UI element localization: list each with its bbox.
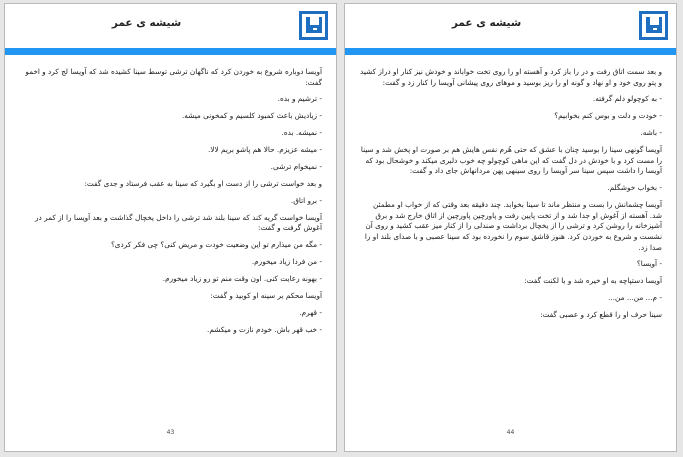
paragraph: - بخواب خوشگلم.: [607, 183, 662, 193]
paragraph: - به کوچولو دلم گرفته.: [592, 94, 662, 104]
header-accent-bar: [345, 48, 676, 55]
paragraph: - آویسا؟: [636, 259, 662, 269]
page-header: [5, 4, 336, 48]
paragraph: - بهونه رعایت کنی. اون وقت منم تو رو زیاد میخورم.: [162, 273, 322, 283]
paragraph: - قهرم.: [299, 307, 322, 317]
publisher-logo-icon: [299, 11, 328, 40]
paragraph: - برو اتاق.: [290, 195, 322, 205]
paragraph: سینا حرف او را قطع کرد و عصبی گفت:: [540, 310, 662, 320]
publisher-logo-icon: [639, 11, 668, 40]
paragraph: - باشه.: [640, 128, 662, 138]
page-number: 43: [166, 429, 175, 436]
paragraph: - ترشیم و بده.: [277, 94, 322, 104]
page-text: [19, 67, 322, 342]
page-text: [359, 67, 662, 327]
page-header: [345, 4, 676, 48]
paragraph: - خب قهر باش. خودم نازت و میکشم.: [207, 324, 322, 334]
paragraph: - میشه عزیزم. حالا هم پاشو بریم لالا.: [208, 145, 322, 155]
paragraph: آویسا دوباره شروع به خوردن کرد که ناگهان ترشی توسط سینا کشیده شد که آویسا لج کرد و اخمو گفت:: [25, 67, 322, 87]
paragraph: و بعد خواست ترشی را از دست او بگیرد که سینا به عقب فرستاد و جدی گفت:: [84, 178, 322, 188]
book-title: شیشه ی عمر: [451, 17, 522, 29]
paragraph: آویسا دستپاچه به او خیره شد و با لکنت گفت:: [524, 276, 662, 286]
paragraph: و بعد سمت اتاق رفت و در را باز کرد و آهسته او را روی تخت خواباند و خودش نیز کنار او دراز کشید و پتو روی خود و او نهاد و گونه او را ریز بوسید و موهای روی پیشانی آویسا را کنار زد و گفت:: [360, 67, 662, 87]
paragraph: - نمیخوام ترشی.: [270, 162, 322, 172]
paragraph: آویسا محکم بر سینه او کوبید و گفت:: [210, 290, 322, 300]
paragraph: - مگه من میذارم تو این وضعیت خودت و مریض کنی؟ چی فکر کردی؟: [110, 240, 322, 250]
paragraph: آویسا خواست گریه کند که سینا بلند شد ترشی را داخل یخچال گذاشت و بعد آویسا را از کمر در آغوش گرفت و گفت:: [35, 212, 322, 233]
page-44: [344, 3, 677, 452]
paragraph: آویسا گونهی سینا را بوسید چنان با عشق که حتی هُرم نفس هایش هم بر صورت او پخش شد و سینا را مست کرد و با خودش در دل گفت که این ماهی کوچولو چه خوب دلبری میکند و خوشحال بود که آویسا را داشت سپس سینا سر آویسا را روی سینهی پهن مردانهاش جای داد و گفت:: [360, 145, 662, 176]
paragraph: - من فردا زیاد میخورم.: [251, 257, 322, 267]
paragraph: - زیادیش باعث کمبود کلسیم و کمخونی میشه.: [181, 111, 322, 121]
book-title: شیشه ی عمر: [111, 17, 182, 29]
paragraph: آویسا چشمانش را بست و منتظر ماند تا سینا بخوابد. چند دقیقه بعد وقتی که از خواب او مطمئن شد. آهسته از آغوش او جدا شد و از تخت پایین رفت و پاورچین پاورچین از اتاق خارج شد و برق آشپزخانه را روشن کرد و ترشی را از یخچال برداشت و صندلی را از کنار میز عقب کشید و روی آن نشست و شروع به خوردن کرد. هنوز قاشق سوم را نخورده بود که سینا عصبی و با صدای بلند او را صدا زد.: [364, 200, 662, 252]
page-43: [4, 3, 337, 452]
paragraph: - م... من... من...: [608, 293, 662, 303]
paragraph: - نمیشه. بده.: [281, 128, 322, 138]
page-number: 44: [506, 429, 515, 436]
header-accent-bar: [5, 48, 336, 55]
paragraph: - خودت و دلت و بوس کنم بخوابیم؟: [554, 111, 662, 121]
